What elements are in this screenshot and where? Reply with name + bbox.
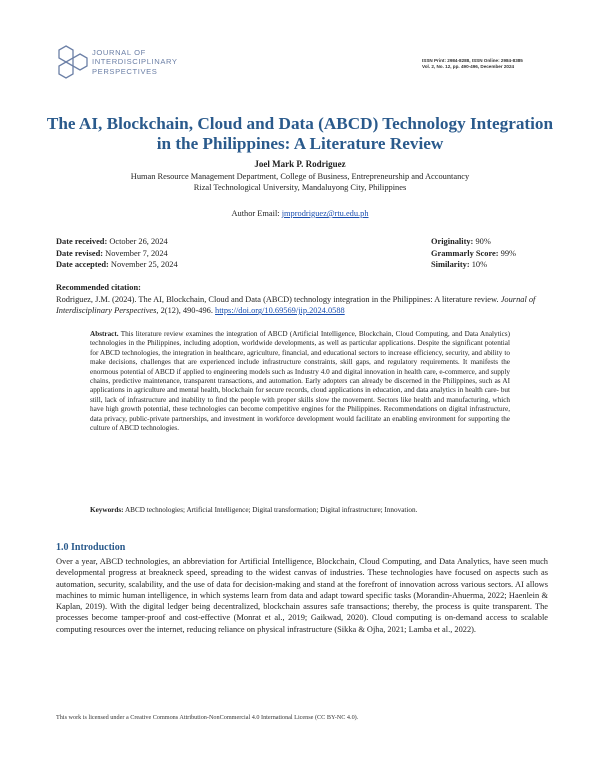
dates-block xyxy=(56,236,178,271)
citation-journal: Journal of Interdisciplinary Perspectives xyxy=(56,295,536,316)
grammarly-value: 99% xyxy=(500,248,516,258)
received-value: October 26, 2024 xyxy=(109,237,168,246)
received-label: Date received: xyxy=(56,237,108,246)
revised-label: Date revised: xyxy=(56,248,104,258)
introduction-text: Over a year, ABCD technologies, an abbreviation for Artificial Intelligence, Blockchain, Cloud Computing, and Data Analytics, have seen much developmental progress at breakneck speed, spreading to the widest canvas of industries. These technologies have focused on aspects such as automation, security, scalability, and the use of data for decision-making and stand at the forefront of innovation across various sectors. AI allows machines to mimic human intelligence, in which systems learn from data and adapt toward specific tasks (Morandin-Ahuerma, 2022; Haenlein & Kaplan, 2019). With the digital ledger being decentralized, blockchain assures safe transactions; thereby, the process is quite transparent. The processes become tamper-proof and cost-effective (Monrat et al., 2019; Gaikwad, 2020). Cloud computing is on-demand access to scalable computing resources over the internet, reducing reliance on physical infrastructure (Sikka & Ojha, 2021; Lamba et al., 2022). xyxy=(56,557,548,634)
accepted-value: November 25, 2024 xyxy=(110,260,178,270)
email-link[interactable]: jmprodriguez@rtu.edu.ph xyxy=(281,209,369,218)
abstract-text: This literature review examines the integration of ABCD (Artificial Intelligence, Blockchain, Cloud Computing, and Data Analytics) technologies in the Philippines, including adoption, worldwide developments, as well as particular applications. Despite the significant potential for ABCD technologies, the integration in healthcare, agriculture, financial, and educational sectors to increase efficiency, security, and ability to make decisions, challenges that are experienced include infrastructure constraints, skill gaps, and regulatory requirements. It manifests the enormous potential of ABCD if applied to engineering models such as Industry 4.0 and digital innovation in health care, e-commerce, and supply chains, predictive maintenance, transparent transactions, and automation. Early adopters can already be discerned in the Philippines, such as AI applications in agriculture and mental health, blockchain for secure records, cloud applications in education, and data analytics in health care- but still, lack of infrastructure and inability to find the people with proper skills slow the movement. Sectors like health and manufacturing, which have high growth potential, these technologies can become competitive engines for the Philippines. Recommendations on digital infrastructure, data privacy, public-private partnerships, and investment in workforce development would facilitate an enabling environment for supporting the culture of ABCD technologies. xyxy=(90,330,510,433)
license-footer: This work is licensed under a Creative Commons Attribution-NonCommercial 4.0 International License (CC BY-NC 4.0). xyxy=(56,714,359,721)
logo-line-1: JOURNAL OF xyxy=(92,48,146,57)
introduction-heading: 1.0 Introduction xyxy=(56,542,126,553)
affiliation-line-1: Human Resource Management Department, College of Business, Entrepreneurship and Accountancy xyxy=(130,172,470,181)
originality-label: Originality: xyxy=(431,237,474,246)
issn-line: ISSN Print: 2984-8288, ISSN Online: 2984-8385 xyxy=(422,58,523,63)
author-name: Joel Mark P. Rodriguez xyxy=(254,159,346,169)
abstract-label: Abstract. xyxy=(90,330,119,338)
author-affiliation xyxy=(0,171,600,193)
logo-line-3: PERSPECTIVES xyxy=(92,66,158,76)
logo-line-2: INTERDISCIPLINARY xyxy=(92,57,178,67)
issn-block xyxy=(422,58,544,71)
volume-line: Vol. 2, No. 12, pp. 490-496, December 2024 xyxy=(422,64,515,70)
doi-link[interactable]: https://doi.org/10.69569/jip.2024.0588 xyxy=(215,306,345,316)
paper-title: The AI, Blockchain, Cloud and Data (ABCD) Technology Integration in the Philippines: A Literature Review xyxy=(46,114,554,153)
abstract xyxy=(90,330,510,433)
citation-start: Rodriguez, J.M. (2024). The AI, Blockchain, Cloud and Data (ABCD) technology integration in the Philippines: A literature review. xyxy=(56,295,499,304)
keywords xyxy=(90,506,510,515)
revised-value: November 7, 2024 xyxy=(105,248,168,258)
hexagon-logo-icon xyxy=(56,44,90,84)
journal-logo xyxy=(56,44,196,84)
citation-heading: Recommended citation: xyxy=(56,283,141,292)
affiliation-line-2: Rizal Technological University, Mandaluyong City, Philippines xyxy=(193,183,407,192)
similarity-value: 10% xyxy=(471,260,488,270)
citation-end: , 2(12), 490-496. xyxy=(156,306,213,316)
similarity-label: Similarity: xyxy=(431,260,470,270)
keywords-label: Keywords: xyxy=(90,506,124,514)
metrics-block xyxy=(431,236,516,271)
author-email-line xyxy=(0,209,600,218)
grammarly-label: Grammarly Score: xyxy=(431,248,499,258)
accepted-label: Date accepted: xyxy=(56,260,109,270)
citation-text xyxy=(56,294,548,316)
keywords-text: ABCD technologies; Artificial Intelligence; Digital transformation; Digital infrastructure; Innovation. xyxy=(124,506,418,514)
email-label: Author Email: xyxy=(231,209,280,218)
originality-value: 90% xyxy=(475,237,491,246)
